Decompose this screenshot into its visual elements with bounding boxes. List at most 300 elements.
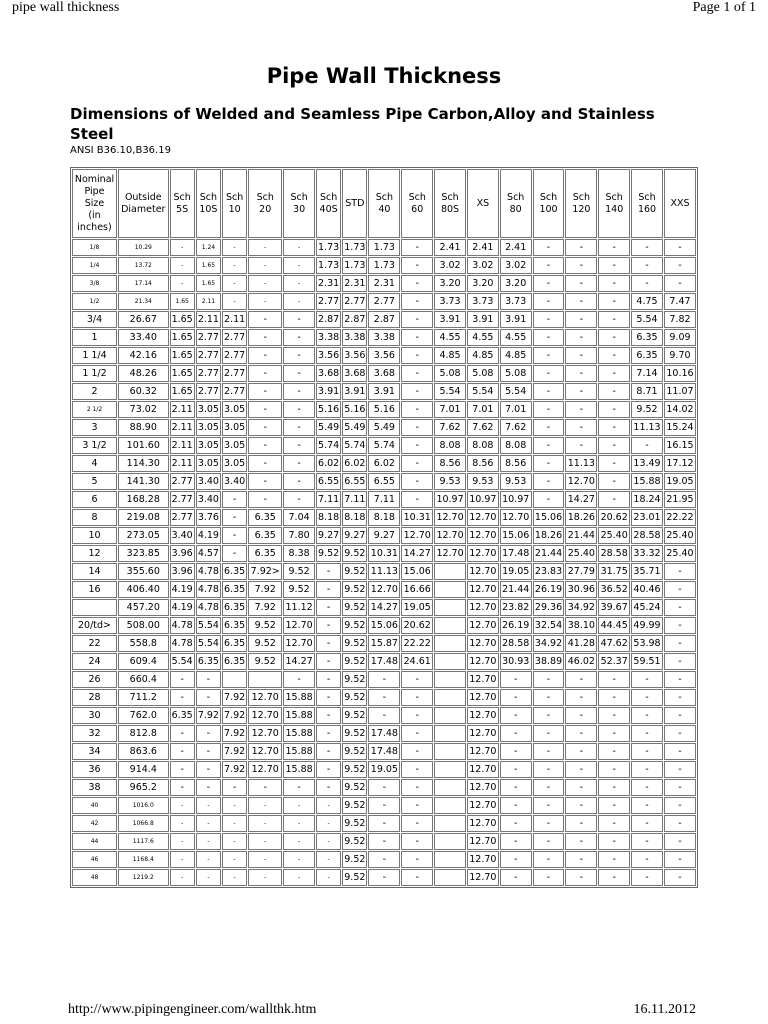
table-cell (434, 671, 466, 688)
table-cell: - (222, 869, 247, 886)
table-cell: - (401, 401, 433, 418)
table-cell: - (664, 815, 696, 832)
table-cell: 1.65 (170, 365, 195, 382)
table-cell: 12.70 (467, 779, 499, 796)
table-cell: - (316, 779, 341, 796)
table-cell: 28.58 (631, 527, 663, 544)
table-cell: - (631, 257, 663, 274)
table-cell: - (316, 743, 341, 760)
table-cell: 2.77 (222, 347, 247, 364)
table-row (72, 329, 696, 346)
table-cell: 41.28 (565, 635, 597, 652)
table-cell: 141.30 (118, 473, 169, 490)
table-cell: 4.78 (196, 563, 221, 580)
table-cell: - (565, 383, 597, 400)
table-cell: - (283, 815, 315, 832)
table-cell: 14.27 (283, 653, 315, 670)
footer-url: http://www.pipingengineer.com/wallthk.htm (68, 1002, 317, 1017)
table-cell: 42.16 (118, 347, 169, 364)
table-cell: 457.20 (118, 599, 169, 616)
table-cell: - (368, 707, 400, 724)
table-cell: 6.35 (248, 545, 282, 562)
table-cell: - (196, 725, 221, 742)
table-cell: 3.91 (342, 383, 367, 400)
table-cell: - (283, 293, 315, 310)
column-header: Sch 40S (316, 169, 341, 238)
table-cell: 2.11 (222, 311, 247, 328)
table-cell: 5.54 (631, 311, 663, 328)
table-row (72, 671, 696, 688)
nominal-size-cell: 16 (72, 581, 117, 598)
table-cell: - (631, 779, 663, 796)
table-cell: 1.73 (316, 239, 341, 256)
table-cell: 355.60 (118, 563, 169, 580)
nominal-size-cell: 44 (72, 833, 117, 850)
table-cell: 7.62 (434, 419, 466, 436)
table-cell: - (401, 743, 433, 760)
table-cell: 10.31 (368, 545, 400, 562)
table-cell: - (316, 761, 341, 778)
table-cell: 3.73 (500, 293, 532, 310)
table-cell: - (283, 257, 315, 274)
table-row (72, 707, 696, 724)
table-cell: - (316, 725, 341, 742)
nominal-size-cell: 26 (72, 671, 117, 688)
table-cell: - (401, 329, 433, 346)
table-cell: - (248, 365, 282, 382)
table-cell: 5.08 (467, 365, 499, 382)
table-cell: - (664, 707, 696, 724)
table-cell: - (401, 293, 433, 310)
table-cell: - (598, 329, 630, 346)
table-cell: - (631, 725, 663, 742)
table-cell: 4.55 (500, 329, 532, 346)
table-cell: - (631, 743, 663, 760)
column-header: STD (342, 169, 367, 238)
nominal-size-cell: 22 (72, 635, 117, 652)
table-cell: 25.40 (598, 527, 630, 544)
table-cell: 3.76 (196, 509, 221, 526)
table-cell: 12.70 (467, 797, 499, 814)
table-cell: 15.88 (283, 743, 315, 760)
table-cell: 2.87 (368, 311, 400, 328)
table-cell: 6.55 (368, 473, 400, 490)
table-cell: - (533, 473, 565, 490)
table-cell: 17.48 (368, 653, 400, 670)
table-cell: 4.55 (434, 329, 466, 346)
table-cell: 1.65 (170, 347, 195, 364)
table-cell: - (631, 671, 663, 688)
table-cell: 9.52 (316, 545, 341, 562)
table-cell: - (598, 347, 630, 364)
table-cell: 3.05 (196, 401, 221, 418)
table-cell: 4.19 (196, 527, 221, 544)
table-cell: - (283, 797, 315, 814)
table-cell: - (401, 779, 433, 796)
table-cell: - (170, 797, 195, 814)
table-cell: 12.70 (467, 743, 499, 760)
table-cell: - (170, 743, 195, 760)
table-row (72, 239, 696, 256)
table-cell: 14.02 (664, 401, 696, 418)
column-header: Sch 160 (631, 169, 663, 238)
table-cell: 2.87 (316, 311, 341, 328)
table-cell: - (170, 851, 195, 868)
table-cell: 27.79 (565, 563, 597, 580)
table-cell: - (401, 347, 433, 364)
table-cell: 9.52 (283, 581, 315, 598)
table-cell: 711.2 (118, 689, 169, 706)
table-cell: 3.56 (368, 347, 400, 364)
table-body (72, 239, 696, 886)
table-cell: 9.70 (664, 347, 696, 364)
table-cell: 4.85 (500, 347, 532, 364)
table-cell: 1016.0 (118, 797, 169, 814)
table-row (72, 833, 696, 850)
table-cell: - (664, 257, 696, 274)
table-cell: - (598, 869, 630, 886)
table-cell: 3.91 (368, 383, 400, 400)
table-cell: 3.68 (316, 365, 341, 382)
table-cell: 6.55 (316, 473, 341, 490)
table-cell: - (533, 329, 565, 346)
table-cell: 6.35 (222, 635, 247, 652)
table-cell: 9.52 (342, 833, 367, 850)
table-cell (434, 653, 466, 670)
table-cell: 7.11 (342, 491, 367, 508)
table-cell: 9.52 (342, 725, 367, 742)
table-cell: 24.61 (401, 653, 433, 670)
table-cell: - (170, 869, 195, 886)
table-cell: 9.52 (342, 545, 367, 562)
table-cell: 12.70 (467, 761, 499, 778)
nominal-size-cell: 2 1/2 (72, 401, 117, 418)
table-cell: - (533, 239, 565, 256)
table-cell: - (368, 779, 400, 796)
table-cell: - (222, 833, 247, 850)
table-cell: 9.52 (342, 581, 367, 598)
column-header: Sch 80S (434, 169, 466, 238)
table-cell: 2.31 (368, 275, 400, 292)
table-cell: 3.20 (467, 275, 499, 292)
table-cell: 38.10 (565, 617, 597, 634)
table-cell: 6.35 (222, 653, 247, 670)
table-cell: 4.78 (170, 635, 195, 652)
table-cell: 7.62 (500, 419, 532, 436)
table-row (72, 401, 696, 418)
table-row (72, 743, 696, 760)
table-cell: 9.52 (342, 653, 367, 670)
table-cell: 7.47 (664, 293, 696, 310)
page-subtitle: Dimensions of Welded and Seamless Pipe Carbon,Alloy and Stainless Steel (70, 105, 655, 143)
table-cell: 9.52 (342, 689, 367, 706)
table-cell: 7.92 (222, 743, 247, 760)
table-cell: - (170, 833, 195, 850)
table-cell: - (565, 437, 597, 454)
table-cell: - (248, 797, 282, 814)
table-cell: - (598, 743, 630, 760)
table-cell: 39.67 (598, 599, 630, 616)
table-cell: 33.32 (631, 545, 663, 562)
table-cell: - (500, 671, 532, 688)
table-cell: - (565, 689, 597, 706)
table-cell: 21.44 (500, 581, 532, 598)
table-cell: 8.08 (467, 437, 499, 454)
table-cell: 2.77 (170, 491, 195, 508)
table-cell: 15.06 (533, 509, 565, 526)
table-cell: - (533, 725, 565, 742)
table-cell: - (631, 437, 663, 454)
table-cell: - (283, 329, 315, 346)
table-cell: 5.54 (467, 383, 499, 400)
table-cell: 25.40 (664, 527, 696, 544)
table-cell: - (500, 725, 532, 742)
table-cell: 3.05 (222, 419, 247, 436)
nominal-size-cell: 24 (72, 653, 117, 670)
table-cell: - (598, 401, 630, 418)
table-cell: - (401, 383, 433, 400)
table-cell: 7.92 (196, 707, 221, 724)
table-cell: 9.53 (500, 473, 532, 490)
table-cell: 4.19 (170, 599, 195, 616)
table-cell: 7.92 (222, 761, 247, 778)
table-cell: 6.35 (170, 707, 195, 724)
table-cell: 44.45 (598, 617, 630, 634)
table-cell: 20.62 (598, 509, 630, 526)
table-cell: - (401, 239, 433, 256)
table-cell: - (664, 617, 696, 634)
table-cell: - (401, 707, 433, 724)
table-cell: - (222, 491, 247, 508)
table-cell: 5.54 (434, 383, 466, 400)
table-cell: - (196, 833, 221, 850)
table-cell: 3.68 (368, 365, 400, 382)
table-cell: 9.27 (316, 527, 341, 544)
table-cell: - (248, 851, 282, 868)
table-cell: 4.85 (434, 347, 466, 364)
table-cell: - (533, 761, 565, 778)
table-row (72, 653, 696, 670)
table-cell: - (248, 491, 282, 508)
table-cell: 3.73 (467, 293, 499, 310)
table-cell: 7.92 (248, 599, 282, 616)
table-cell: 12.70 (467, 671, 499, 688)
table-cell: 12.70 (434, 527, 466, 544)
table-cell: - (565, 797, 597, 814)
table-cell: 5.54 (500, 383, 532, 400)
table-cell: - (248, 419, 282, 436)
table-cell: 3.91 (467, 311, 499, 328)
table-cell: - (565, 743, 597, 760)
nominal-size-cell: 10 (72, 527, 117, 544)
column-header: Sch 100 (533, 169, 565, 238)
table-cell: 2.77 (368, 293, 400, 310)
table-cell: - (196, 815, 221, 832)
table-cell: - (631, 239, 663, 256)
table-cell: 13.49 (631, 455, 663, 472)
table-cell: - (598, 707, 630, 724)
table-cell: 12.70 (500, 509, 532, 526)
table-cell: - (368, 797, 400, 814)
table-cell: 9.27 (342, 527, 367, 544)
table-cell: 10.97 (434, 491, 466, 508)
table-cell: 23.82 (500, 599, 532, 616)
table-cell: 4.19 (170, 581, 195, 598)
table-cell: 12.70 (467, 725, 499, 742)
table-cell: - (533, 257, 565, 274)
table-cell: - (170, 779, 195, 796)
table-cell: 323.85 (118, 545, 169, 562)
table-cell: 25.40 (565, 545, 597, 562)
nominal-size-cell: 32 (72, 725, 117, 742)
table-cell: - (248, 239, 282, 256)
table-cell: 17.48 (500, 545, 532, 562)
table-cell: 19.05 (401, 599, 433, 616)
table-cell (434, 707, 466, 724)
table-cell: 23.83 (533, 563, 565, 580)
table-cell: 1.65 (170, 293, 195, 310)
table-cell: 114.30 (118, 455, 169, 472)
table-cell: - (283, 419, 315, 436)
table-cell: 4.55 (467, 329, 499, 346)
table-cell: - (316, 707, 341, 724)
nominal-size-cell: 48 (72, 869, 117, 886)
table-cell: 2.77 (196, 347, 221, 364)
table-cell: - (664, 725, 696, 742)
table-row (72, 311, 696, 328)
table-cell: 1.73 (368, 257, 400, 274)
table-cell: 15.88 (283, 689, 315, 706)
column-header: Sch 60 (401, 169, 433, 238)
column-header: Sch 10 (222, 169, 247, 238)
table-cell: 3.02 (434, 257, 466, 274)
table-cell: - (248, 329, 282, 346)
table-cell: - (565, 347, 597, 364)
table-cell: - (533, 779, 565, 796)
table-cell: - (664, 833, 696, 850)
table-cell: 3.56 (342, 347, 367, 364)
table-cell: 6.35 (248, 509, 282, 526)
table-cell: 9.52 (248, 635, 282, 652)
table-cell: - (598, 725, 630, 742)
table-cell: - (401, 419, 433, 436)
table-cell: 38.89 (533, 653, 565, 670)
table-cell: 1.65 (196, 275, 221, 292)
table-row (72, 761, 696, 778)
table-cell (434, 743, 466, 760)
table-cell: 12.70 (283, 635, 315, 652)
table-cell: 6.35 (631, 347, 663, 364)
table-row (72, 509, 696, 526)
table-cell: 12.70 (467, 707, 499, 724)
table-row (72, 293, 696, 310)
column-header: Sch 140 (598, 169, 630, 238)
table-cell: 6.35 (222, 599, 247, 616)
table-cell: - (401, 833, 433, 850)
table-cell: 6.02 (316, 455, 341, 472)
table-cell: - (565, 671, 597, 688)
column-header: Sch 40 (368, 169, 400, 238)
page-title: Pipe Wall Thickness (266, 64, 502, 88)
table-row (72, 599, 696, 616)
table-cell: - (170, 725, 195, 742)
table-cell (434, 779, 466, 796)
table-cell: 5.54 (196, 617, 221, 634)
table-cell: - (664, 653, 696, 670)
table-cell: - (631, 761, 663, 778)
table-cell: 19.05 (500, 563, 532, 580)
table-cell: 3.02 (467, 257, 499, 274)
table-cell: 5.74 (316, 437, 341, 454)
table-cell: - (316, 797, 341, 814)
table-cell: - (565, 293, 597, 310)
table-cell: 4.78 (196, 599, 221, 616)
table-cell: - (598, 257, 630, 274)
table-cell: 7.01 (467, 401, 499, 418)
table-cell: 3.40 (196, 473, 221, 490)
table-cell: 1.73 (342, 257, 367, 274)
table-cell: 15.88 (283, 725, 315, 742)
table-cell: - (283, 365, 315, 382)
table-cell: - (248, 257, 282, 274)
table-cell: - (283, 311, 315, 328)
table-cell: - (533, 437, 565, 454)
table-cell: 219.08 (118, 509, 169, 526)
table-cell: - (533, 869, 565, 886)
table-row (72, 617, 696, 634)
table-row (72, 635, 696, 652)
table-cell: 558.8 (118, 635, 169, 652)
table-cell: 8.18 (342, 509, 367, 526)
nominal-size-cell: 3 (72, 419, 117, 436)
table-cell: 1066.8 (118, 815, 169, 832)
table-cell: 2.41 (434, 239, 466, 256)
nominal-size-cell: 1 1/4 (72, 347, 117, 364)
table-cell: 30.93 (500, 653, 532, 670)
table-cell: 7.92 (222, 707, 247, 724)
table-cell: 2.77 (196, 329, 221, 346)
table-cell: - (500, 779, 532, 796)
table-cell: 12.70 (467, 815, 499, 832)
nominal-size-cell: 3/8 (72, 275, 117, 292)
table-cell: 8.56 (434, 455, 466, 472)
table-cell: 12.70 (467, 833, 499, 850)
nominal-size-cell: 2 (72, 383, 117, 400)
table-cell: - (222, 275, 247, 292)
table-cell: 5.49 (342, 419, 367, 436)
table-cell: 15.24 (664, 419, 696, 436)
table-cell: 14.27 (368, 599, 400, 616)
table-cell: 28.58 (598, 545, 630, 562)
table-cell: 26.19 (500, 617, 532, 634)
table-cell: - (401, 311, 433, 328)
table-cell: - (565, 725, 597, 742)
table-cell: - (664, 779, 696, 796)
table-cell: - (283, 455, 315, 472)
table-cell: 34.92 (533, 635, 565, 652)
table-cell: 2.77 (222, 383, 247, 400)
table-cell: 10.16 (664, 365, 696, 382)
table-cell: 52.37 (598, 653, 630, 670)
column-header: Outside Diameter (118, 169, 169, 238)
table-cell: - (248, 383, 282, 400)
table-cell: - (283, 275, 315, 292)
table-cell: 6.02 (342, 455, 367, 472)
table-cell: - (500, 815, 532, 832)
table-cell: 9.52 (248, 617, 282, 634)
table-cell: 2.31 (342, 275, 367, 292)
table-cell: - (222, 545, 247, 562)
